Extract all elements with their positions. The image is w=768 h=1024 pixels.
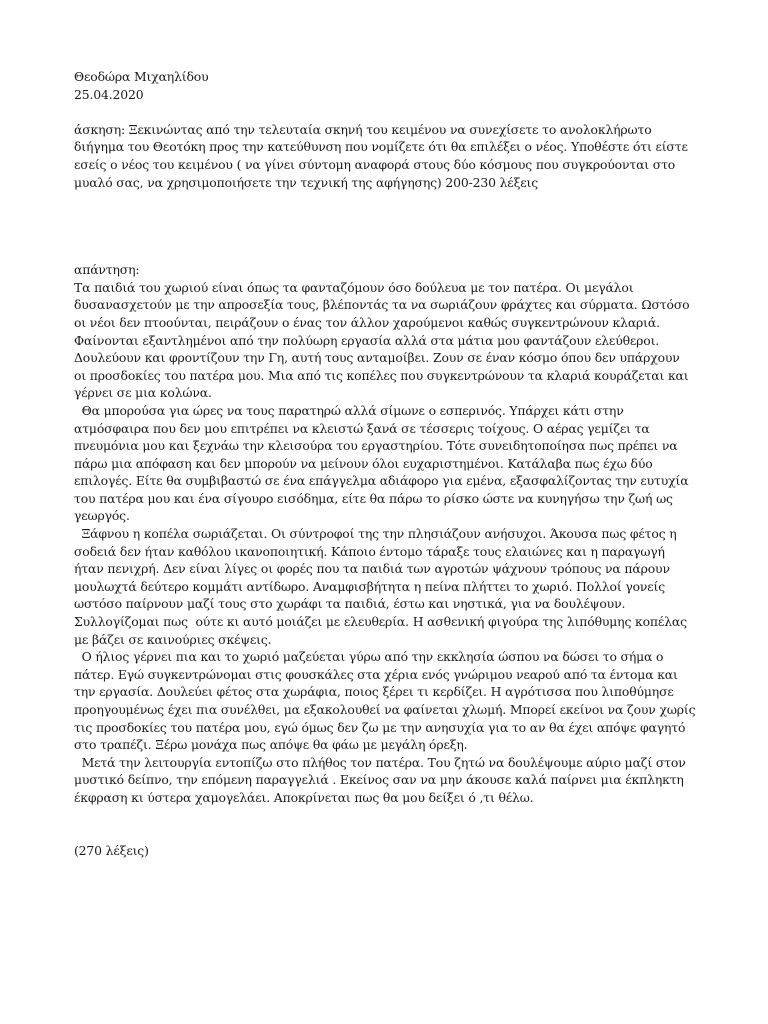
answer-line: με βάζει σε καινούριες σκέψεις. bbox=[74, 631, 272, 647]
answer-line: επιλογές. Είτε θα συμβιβαστώ σε ένα επάγγελμα αδιάφορο για εμένα, εξασφαλίζοντας την ευτυχία bbox=[74, 473, 689, 489]
answer-line: Συλλογίζομαι πως ούτε κι αυτό μοιάζει με ελευθερία. Η ασθενική φιγούρα της λιπόθυμης κοπέλας bbox=[74, 614, 687, 630]
answer-line: προηγουμένως έχει πια συνέλθει, μα εξακολουθεί να φαίνεται χλωμή. Μπορεί εκείνοι να ζουν χωρίς bbox=[74, 702, 696, 717]
answer-text bbox=[74, 279, 696, 807]
answer-label: απάντηση: bbox=[74, 262, 140, 278]
answer-line: στο τραπέζι. Ξέρω μονάχα πως απόψε θα φάω με μεγάλη όρεξη. bbox=[74, 737, 468, 753]
answer-line: γεωργός. bbox=[74, 508, 130, 524]
answer-line: Ο ήλιος γέρνει πια και το χωριό μαζεύεται γύρω από την εκκλησία ώσπου να δώσει το σήμα ο bbox=[74, 649, 664, 665]
answer-line: σοδειά δεν ήταν καθόλου ικανοποιητική. Κάποιο έντομο τάραξε τους ελαιώνες και η παραγωγή bbox=[74, 543, 665, 559]
answer-line: Τα παιδιά του χωριού είναι όπως τα φανταζόμουν όσο δούλευα με τον πατέρα. Οι μεγάλοι bbox=[74, 279, 634, 295]
answer-line: οι προσδοκίες του πατέρα μου. Μια από τις κοπέλες που συγκεντρώνουν τα κλαριά κουράζεται και bbox=[74, 367, 689, 383]
answer-line: πάτερ. Εγώ συγκεντρώνομαι στις φουσκάλες στα χέρια ενός γνώριμου νεαρού από τα έντομα και bbox=[74, 666, 678, 682]
author-name: Θεοδώρα Μιχαηλίδου bbox=[74, 69, 209, 84]
assignment-line: μυαλό σας, να χρησιμοποιήσετε την τεχνική της αφήγησης) 200-230 λέξεις bbox=[74, 174, 539, 190]
assignment-line: άσκηση: Ξεκινώντας από την τελευταία σκηνή του κειμένου να συνεχίσετε το ανολοκλήρωτο bbox=[74, 121, 652, 137]
answer-line: ωστόσο παίρνουν μαζί τους στο χωράφι τα παιδιά, έστω και νηστικά, για να δουλέψουν. bbox=[74, 596, 626, 612]
answer-line: γέρνει σε μια κολώνα. bbox=[74, 385, 212, 401]
answer-line: Δουλεύουν και φροντίζουν την Γη, αυτή τους ανταμοίβει. Ζουν σε έναν κόσμο όπου δεν υπάρχουν bbox=[74, 350, 680, 366]
assignment-line: διήγημα του Θεοτόκη προς την κατεύθυνση που νομίζετε ότι θα επιλέξει ο νέος. Υποθέστε ότι είστε bbox=[74, 139, 688, 155]
document-date: 25.04.2020 bbox=[74, 86, 144, 102]
answer-line: έκφραση κι ύστερα χαμογελάει. Αποκρίνεται πως θα μου δείξει ό ,τι θέλω. bbox=[74, 789, 534, 805]
answer-line: πάρω μια απόφαση και δεν μπορούν να μείνουν όλοι ευχαριστημένοι. Κατάλαβα πως έχω δύο bbox=[74, 455, 653, 471]
answer-line: μουλωχτά δεύτερο κομμάτι αντίδωρο. Αναμφισβήτητα η πείνα πλήττει το χωριό. Πολλοί γονείς bbox=[74, 578, 666, 594]
answer-line: Ξάφνου η κοπέλα σωριάζεται. Οι σύντροφοί της την πλησιάζουν ανήσυχοι. Άκουσα πως φέτος η bbox=[74, 526, 677, 542]
spacer bbox=[74, 103, 696, 121]
answer-line: Φαίνονται εξαντλημένοι από την πολύωρη εργασία αλλά στα μάτια μου φαντάζουν ελεύθεροι. bbox=[74, 332, 660, 348]
answer-line: τις προσδοκίες του πατέρα μου, εγώ όμως δεν ζω με την ανησυχία για το αν θα έχει απόψε φαγητό bbox=[74, 719, 686, 735]
spacer bbox=[74, 807, 696, 842]
answer-line: ήταν πενιχρή. Δεν είναι λίγες οι φορές που τα παιδιά των αγροτών ψάχνουν τρόπους να πάρουν bbox=[74, 561, 670, 577]
answer-line: Μετά την λειτουργία εντοπίζω στο πλήθος τον πατέρα. Του ζητώ να δουλέψουμε αύριο μαζί στον bbox=[74, 754, 686, 770]
word-count: (270 λέξεις) bbox=[74, 842, 149, 858]
spacer bbox=[74, 191, 696, 261]
answer-line: πνευμόνια μου και ξεχνάω την κλεισούρα του εργαστηρίου. Τότε συνειδητοποίησα πως πρέπει να bbox=[74, 438, 678, 454]
assignment-text bbox=[74, 121, 696, 191]
answer-line: ατμόσφαιρα που δεν μου επιτρέπει να κλειστώ ξανά σε τέσσερις τοίχους. Ο αέρας γεμίζει τα bbox=[74, 420, 650, 436]
answer-line: δυσανασχετούν με την απροσεξία τους, βλέποντάς τα να σωριάζουν φράχτες και σύρματα. Ωστόσο bbox=[74, 297, 690, 313]
answer-line: Θα μπορούσα για ώρες να τους παρατηρώ αλλά σίμωνε ο εσπερινός. Υπάρχει κάτι στην bbox=[74, 402, 624, 418]
assignment-line: εσείς ο νέος του κειμένου ( να γίνει σύντομη αναφορά στους δύο κόσμους που συγκρούονται στο bbox=[74, 156, 676, 172]
document-page bbox=[74, 68, 696, 859]
answer-line: του πατέρα μου και ένα σίγουρο εισόδημα, είτε θα πάρω το ρίσκο ώστε να κυνηγήσω την ζωή ως bbox=[74, 490, 673, 506]
answer-line: την εργασία. Δουλεύει φέτος στα χωράφια, ποιος ξέρει τι κερδίζει. Η αγρότισσα που λιποθύμησε bbox=[74, 684, 674, 700]
answer-line: μυστικό δείπνο, την επόμενη παραγγελιά . Εκείνος σαν να μην άκουσε καλά παίρνει μια έκπληκτη bbox=[74, 772, 684, 788]
answer-line: οι νέοι δεν πτοούνται, πειράζουν ο ένας τον άλλον χαρούμενοι καθώς συγκεντρώνουν κλαριά. bbox=[74, 314, 660, 330]
